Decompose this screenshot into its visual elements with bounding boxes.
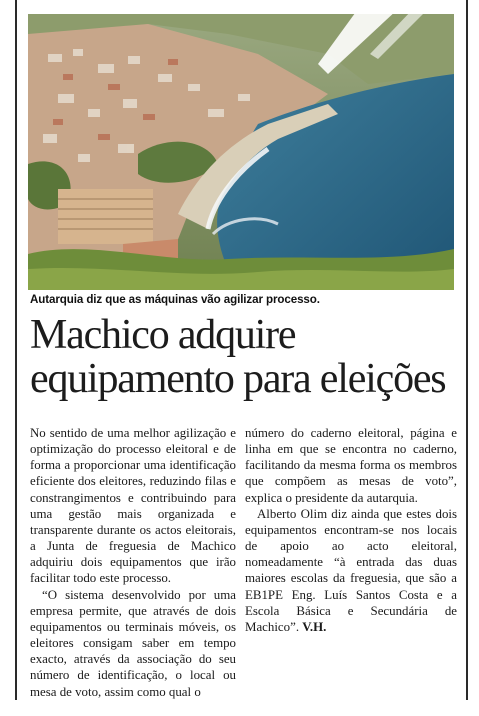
coastal-town-image [28,14,454,290]
article-column-1 [30,425,236,700]
left-column-rule [15,0,17,700]
body-paragraph-quote: “O sistema desenvolvido por uma empresa permite, que através de dois equipamentos ou terminais móveis, os eleitores consigam saber em tempo exacto, através da associação do seu número de identificação, o local ou mesa de voto, assim como qual o [30,587,236,699]
paragraph-text: Alberto Olim diz ainda que estes dois equipamentos encontram-se nos locais de apoio ao acto eleitoral, nomeadamente “à entrada das duas maiores escolas da freguesia, que são a EB1PE Eng. Luís Santos Costa e a Escola Básica e Secundária de Machico”. [245,506,457,634]
author-byline: V.H. [302,619,327,634]
headline-line-2: equipamento para eleições [30,356,446,402]
photo-caption: Autarquia diz que as máquinas vão agilizar processo. [30,293,320,306]
article-column-2 [245,425,457,635]
body-paragraph-continued [245,506,457,635]
article-headline [30,313,470,401]
body-paragraph: No sentido de uma melhor agilização e optimização do processo eleitoral e de forma a proporcionar uma identificação eficiente dos eleitores, reduzindo filas e constrangimentos e contribuindo para uma gestão mais organizada e transparente durante os actos eleitorais, a Junta de freguesia de Machico adquiriu dois equipamentos que irão facilitar todo este processo. [30,426,236,586]
body-paragraph-quote-continued: número do caderno eleitoral, página e linha em que se encontra no caderno, facilitando da mesma forma os membros que compõem as mesas de voto”, explica o presidente da autarquia. [245,426,457,505]
headline-line-1: Machico adquire [30,312,296,358]
article-photo [28,14,454,290]
